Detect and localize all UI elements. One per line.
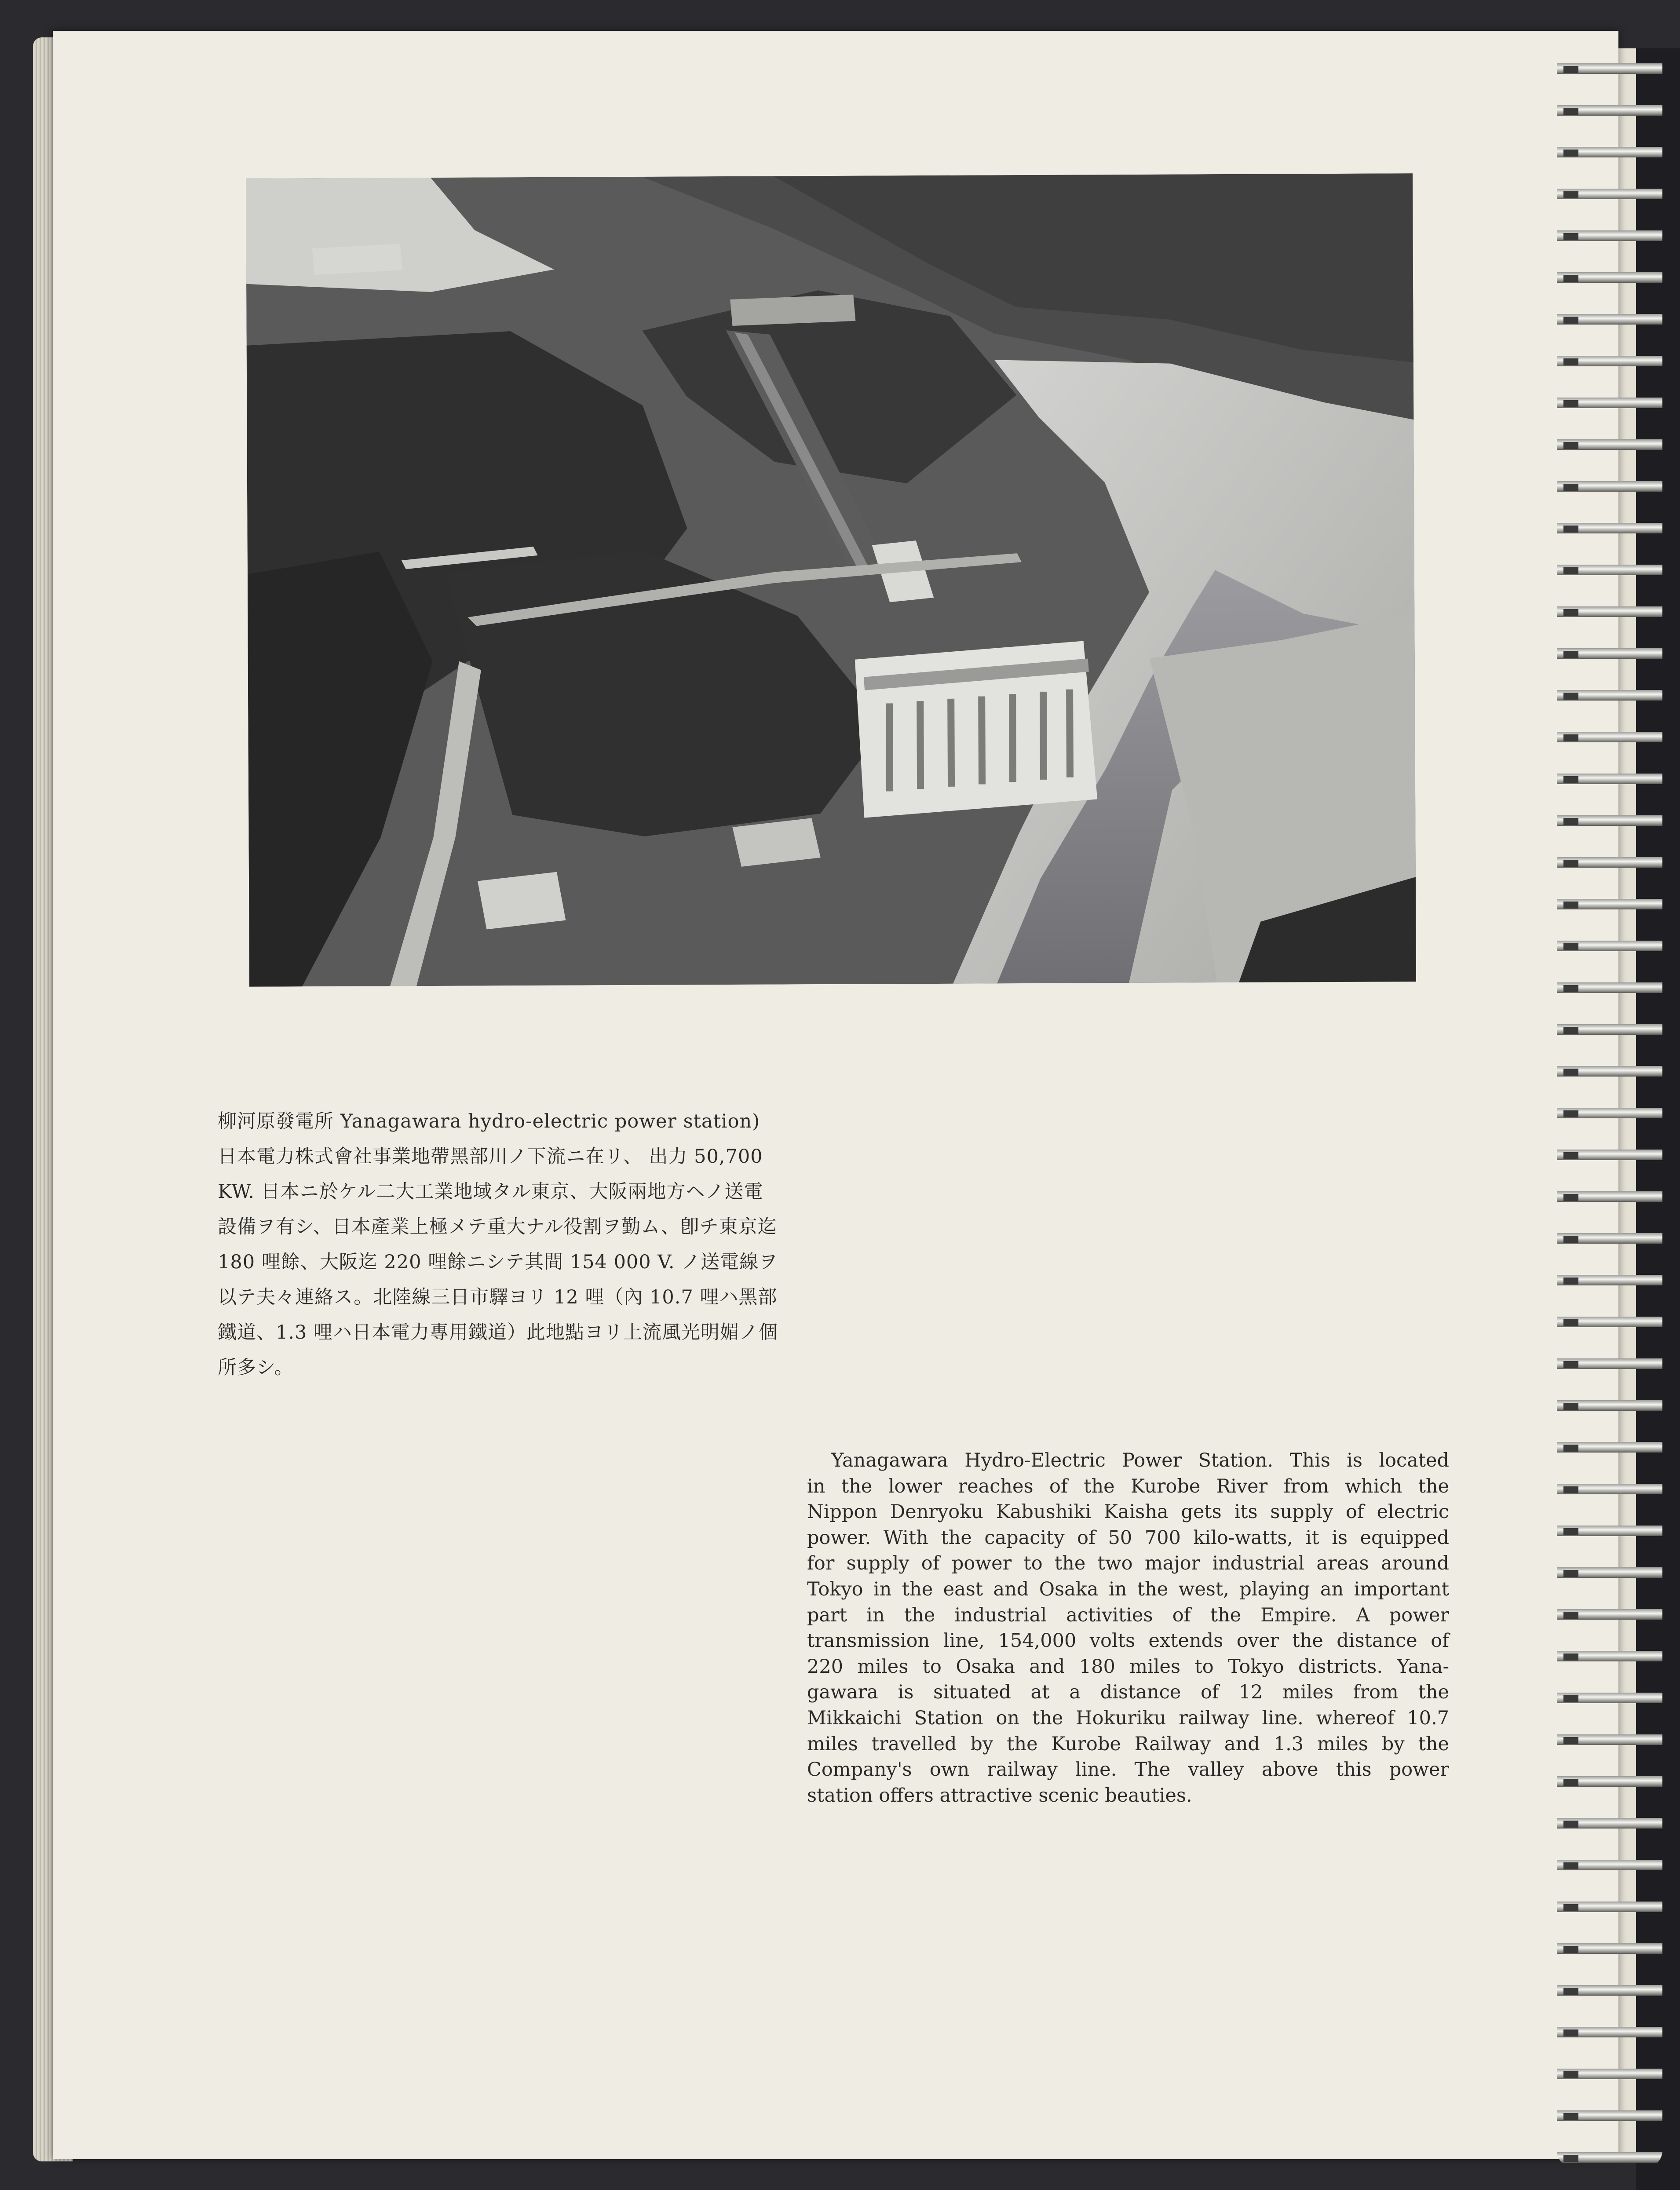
japanese-caption-line: 所多シ。 bbox=[218, 1357, 294, 1379]
power-station-photograph bbox=[246, 173, 1416, 987]
english-caption-line: gawara is situated at a distance of 12 miles from the bbox=[807, 1681, 1449, 1704]
japanese-caption bbox=[218, 1104, 789, 1385]
japanese-caption-line: 設備ヲ有シ、日本產業上極メテ重大ナル役割ヲ勤ム、卽チ東京迄 bbox=[218, 1216, 777, 1238]
japanese-caption-line: KW. 日本ニ於ケル二大工業地域タル東京、大阪兩地方ヘノ送電 bbox=[218, 1181, 763, 1203]
english-caption-line: Mikkaichi Station on the Hokuriku railway line. whereof 10.7 bbox=[807, 1707, 1449, 1729]
english-caption-line: Yanagawara Hydro-Electric Power Station. This is located bbox=[831, 1449, 1449, 1471]
english-caption-line: Company's own railway line. The valley above this power bbox=[807, 1759, 1449, 1781]
english-caption-line: part in the industrial activities of the Empire. A power bbox=[807, 1604, 1449, 1626]
english-caption-line: power. With the capacity of 50 700 kilo-watts, it is equipped bbox=[807, 1526, 1449, 1549]
english-caption-line: 220 miles to Osaka and 180 miles to Tokyo districts. Yana- bbox=[807, 1655, 1449, 1678]
japanese-caption-line: 以テ夫々連絡ス。北陸線三日市驛ヨリ 12 哩（內 10.7 哩ハ黑部 bbox=[218, 1286, 778, 1308]
english-caption-line: transmission line, 154,000 volts extends over the distance of bbox=[807, 1630, 1449, 1652]
english-caption-line: station offers attractive scenic beauties. bbox=[807, 1784, 1192, 1807]
english-caption bbox=[807, 1448, 1449, 1808]
japanese-caption-line: 柳河原發電所 Yanagawara hydro-electric power station) bbox=[218, 1110, 760, 1132]
english-caption-line: for supply of power to the two major industrial areas around bbox=[807, 1552, 1449, 1575]
japanese-caption-line: 鐵道、1.3 哩ハ日本電力專用鐵道）此地點ヨリ上流風光明媚ノ個 bbox=[218, 1321, 778, 1343]
english-caption-line: miles travelled by the Kurobe Railway and 1.3 miles by the bbox=[807, 1733, 1449, 1755]
english-caption-line: Tokyo in the east and Osaka in the west, playing an important bbox=[807, 1578, 1449, 1600]
japanese-caption-line: 180 哩餘、大阪迄 220 哩餘ニシテ其間 154 000 V. ノ送電線ヲ bbox=[218, 1251, 778, 1273]
binding-holes bbox=[1563, 48, 1578, 2168]
japanese-caption-line: 日本電力株式會社事業地帶黑部川ノ下流ニ在リ、 出力 50,700 bbox=[218, 1146, 763, 1168]
english-caption-line: in the lower reaches of the Kurobe River from which the bbox=[807, 1475, 1449, 1497]
english-caption-line: Nippon Denryoku Kabushiki Kaisha gets its supply of electric bbox=[807, 1501, 1449, 1523]
